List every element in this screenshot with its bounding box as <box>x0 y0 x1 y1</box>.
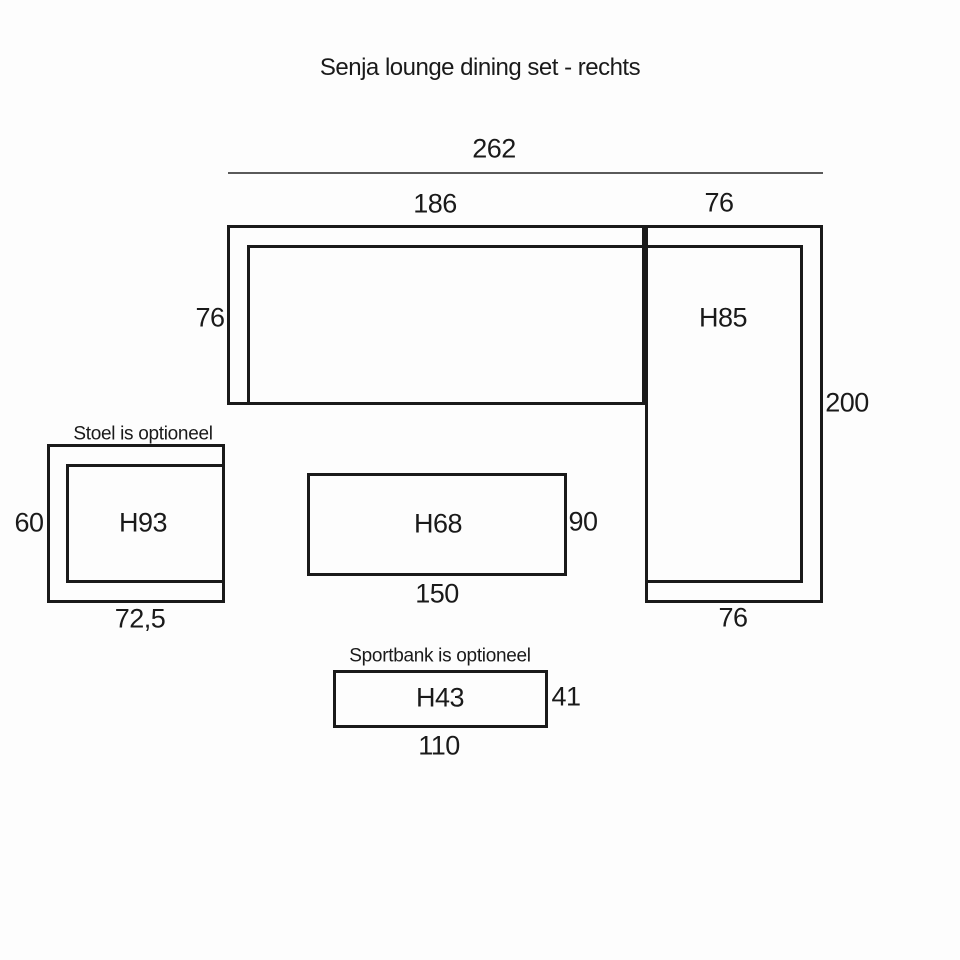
sofa-chaise-depth-label: 76 <box>195 302 225 333</box>
sofa-chaise-width-label: 186 <box>413 188 457 219</box>
sofa-height-label: H85 <box>698 302 748 333</box>
sofa-corner-seat <box>645 245 803 583</box>
sofa-chaise-seat <box>247 245 645 405</box>
bench-depth-label: 41 <box>551 681 581 712</box>
table-height-label: H68 <box>413 508 463 539</box>
page-title: Senja lounge dining set - rechts <box>319 54 641 81</box>
table-width-label: 150 <box>415 578 459 609</box>
chair-note: Stoel is optioneel <box>73 423 213 445</box>
sofa-corner-length-label: 200 <box>825 387 869 418</box>
table-depth-label: 90 <box>568 506 598 537</box>
chair-depth-label: 60 <box>14 507 44 538</box>
sofa-overall-width-line <box>228 172 823 174</box>
bench-width-label: 110 <box>418 730 460 761</box>
bench-note: Sportbank is optioneel <box>349 645 531 667</box>
sofa-corner-depth-label: 76 <box>718 602 748 633</box>
sofa-overall-width-label: 262 <box>472 133 516 164</box>
bench-height-label: H43 <box>415 682 465 713</box>
chair-width-label: 72,5 <box>114 603 166 634</box>
sofa-corner-width-label: 76 <box>704 187 734 218</box>
chair-height-label: H93 <box>118 507 168 538</box>
